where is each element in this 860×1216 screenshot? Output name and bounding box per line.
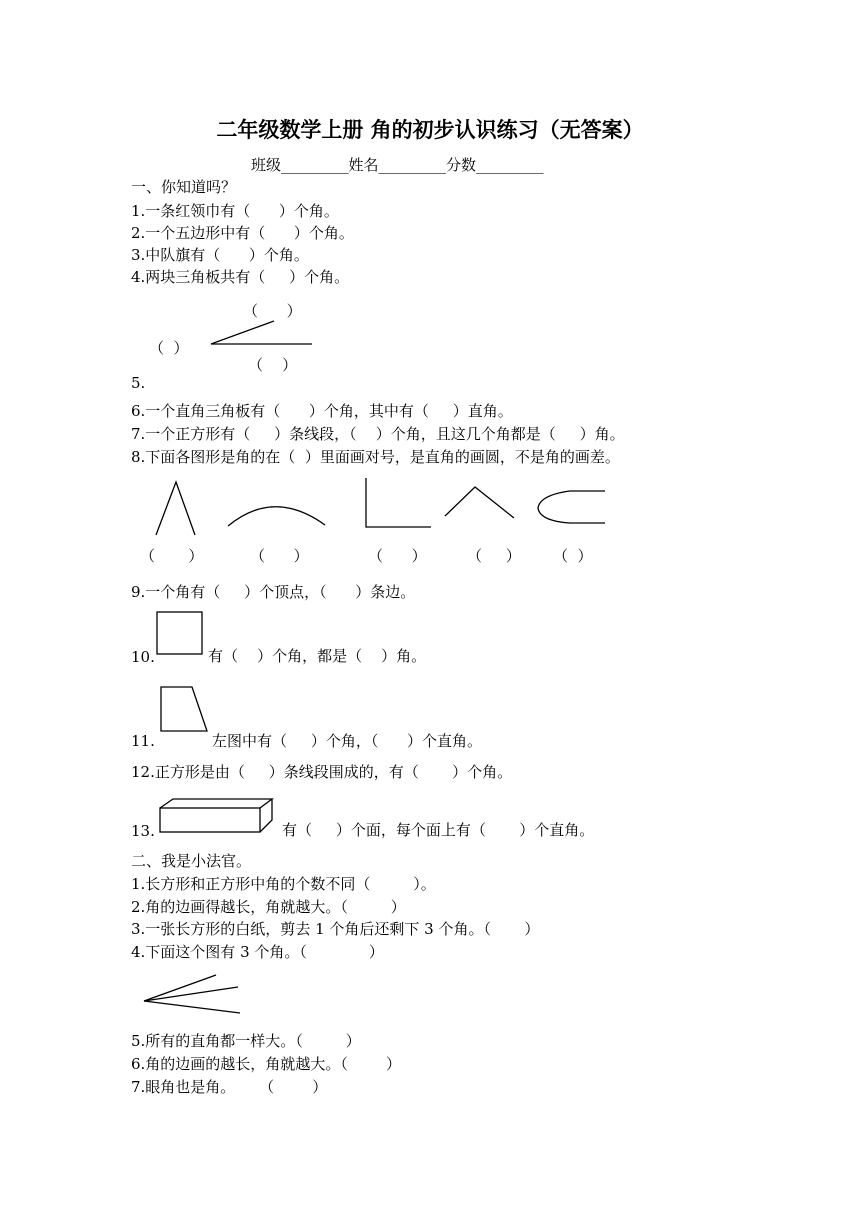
- question-2-5: 5.所有的直角都一样大。（ ）: [131, 1032, 361, 1050]
- question-2-7: 7.眼角也是角。 （ ）: [131, 1078, 328, 1096]
- q8-paren-4: （ ）: [467, 547, 521, 565]
- q10-square-figure: [157, 612, 202, 654]
- q5-bottom-paren: （ ）: [248, 356, 298, 374]
- question-1-10-number: 10.: [131, 648, 155, 666]
- q13-cuboid-figure: [160, 799, 272, 832]
- q5-angle-figure: [211, 321, 312, 344]
- q8-paren-1: （ ）: [140, 547, 204, 565]
- question-1-6: 6.一个直角三角板有（ ）个角，其中有（ ）直角。: [131, 402, 513, 420]
- section-2-heading: 二、我是小法官。: [131, 852, 252, 870]
- question-1-11-text: 左图中有（ ）个角，（ ）个直角。: [212, 732, 482, 750]
- q13-cuboid-top: [160, 799, 272, 808]
- question-1-4: 4.两块三角板共有（ ）个角。: [131, 268, 350, 286]
- question-1-2: 2.一个五边形中有（ ）个角。: [131, 224, 354, 242]
- question-1-13-number: 13.: [131, 822, 155, 840]
- q8-figure-4-angle: [445, 487, 514, 518]
- s2-q4-ray-middle: [144, 987, 238, 1001]
- s2-q4-rays-figure: [144, 975, 240, 1013]
- question-1-3: 3.中队旗有（ ）个角。: [131, 246, 309, 264]
- q8-figure-5-open-curve: [538, 491, 605, 523]
- q13-cuboid-front: [160, 808, 260, 832]
- question-1-13-text: 有（ ）个面，每个面上有（ ）个直角。: [282, 821, 595, 839]
- question-1-7: 7.一个正方形有（ ）条线段，（ ）个角，且这几个角都是（ ）角。: [131, 425, 625, 443]
- s2-q4-ray-upper: [144, 975, 216, 1001]
- question-2-1: 1.长方形和正方形中角的个数不同（ ）。: [131, 875, 436, 893]
- question-1-8: 8.下面各图形是角的在（ ）里面画对号，是直角的画圆，不是角的画差。: [131, 448, 620, 466]
- q8-paren-2: （ ）: [250, 547, 309, 565]
- question-1-12: 12.正方形是由（ ）条线段围成的，有（ ）个角。: [131, 763, 513, 781]
- question-1-9: 9.一个角有（ ）个顶点，（ ）条边。: [131, 583, 416, 601]
- question-2-2: 2.角的边画得越长，角就越大。（ ）: [131, 898, 406, 916]
- q8-paren-5: （ ）: [553, 547, 593, 565]
- q5-top-paren: （ ）: [243, 302, 302, 320]
- question-2-3: 3.一张长方形的白纸，剪去 1 个角后还剩下 3 个角。（ ）: [131, 920, 540, 938]
- question-2-4: 4.下面这个图有 3 个角。（ ）: [131, 943, 384, 961]
- s2-q4-ray-lower: [144, 1001, 240, 1013]
- q11-trapezoid-figure: [161, 687, 207, 731]
- question-1-1: 1.一条红领巾有（ ）个角。: [131, 202, 339, 220]
- question-1-5: 5.: [131, 374, 146, 392]
- q5-angle-upper-ray: [211, 321, 274, 344]
- q8-figure-3-right-angle: [366, 478, 431, 527]
- q5-left-paren: （ ）: [149, 339, 189, 357]
- q8-figure-2-curve: [228, 507, 325, 526]
- question-1-11-number: 11.: [131, 732, 155, 750]
- student-info-line: 班级_________姓名_________分数_________: [251, 156, 544, 174]
- q8-figure-1-angle: [156, 482, 195, 535]
- question-1-10-text: 有（ ）个角，都是（ ）角。: [208, 647, 427, 665]
- section-1-heading: 一、你知道吗？: [131, 178, 237, 196]
- page-title: 二年级数学上册 角的初步认识练习（无答案）: [216, 117, 644, 142]
- question-2-6: 6.角的边画的越长，角就越大。（ ）: [131, 1055, 401, 1073]
- q8-paren-3: （ ）: [368, 547, 427, 565]
